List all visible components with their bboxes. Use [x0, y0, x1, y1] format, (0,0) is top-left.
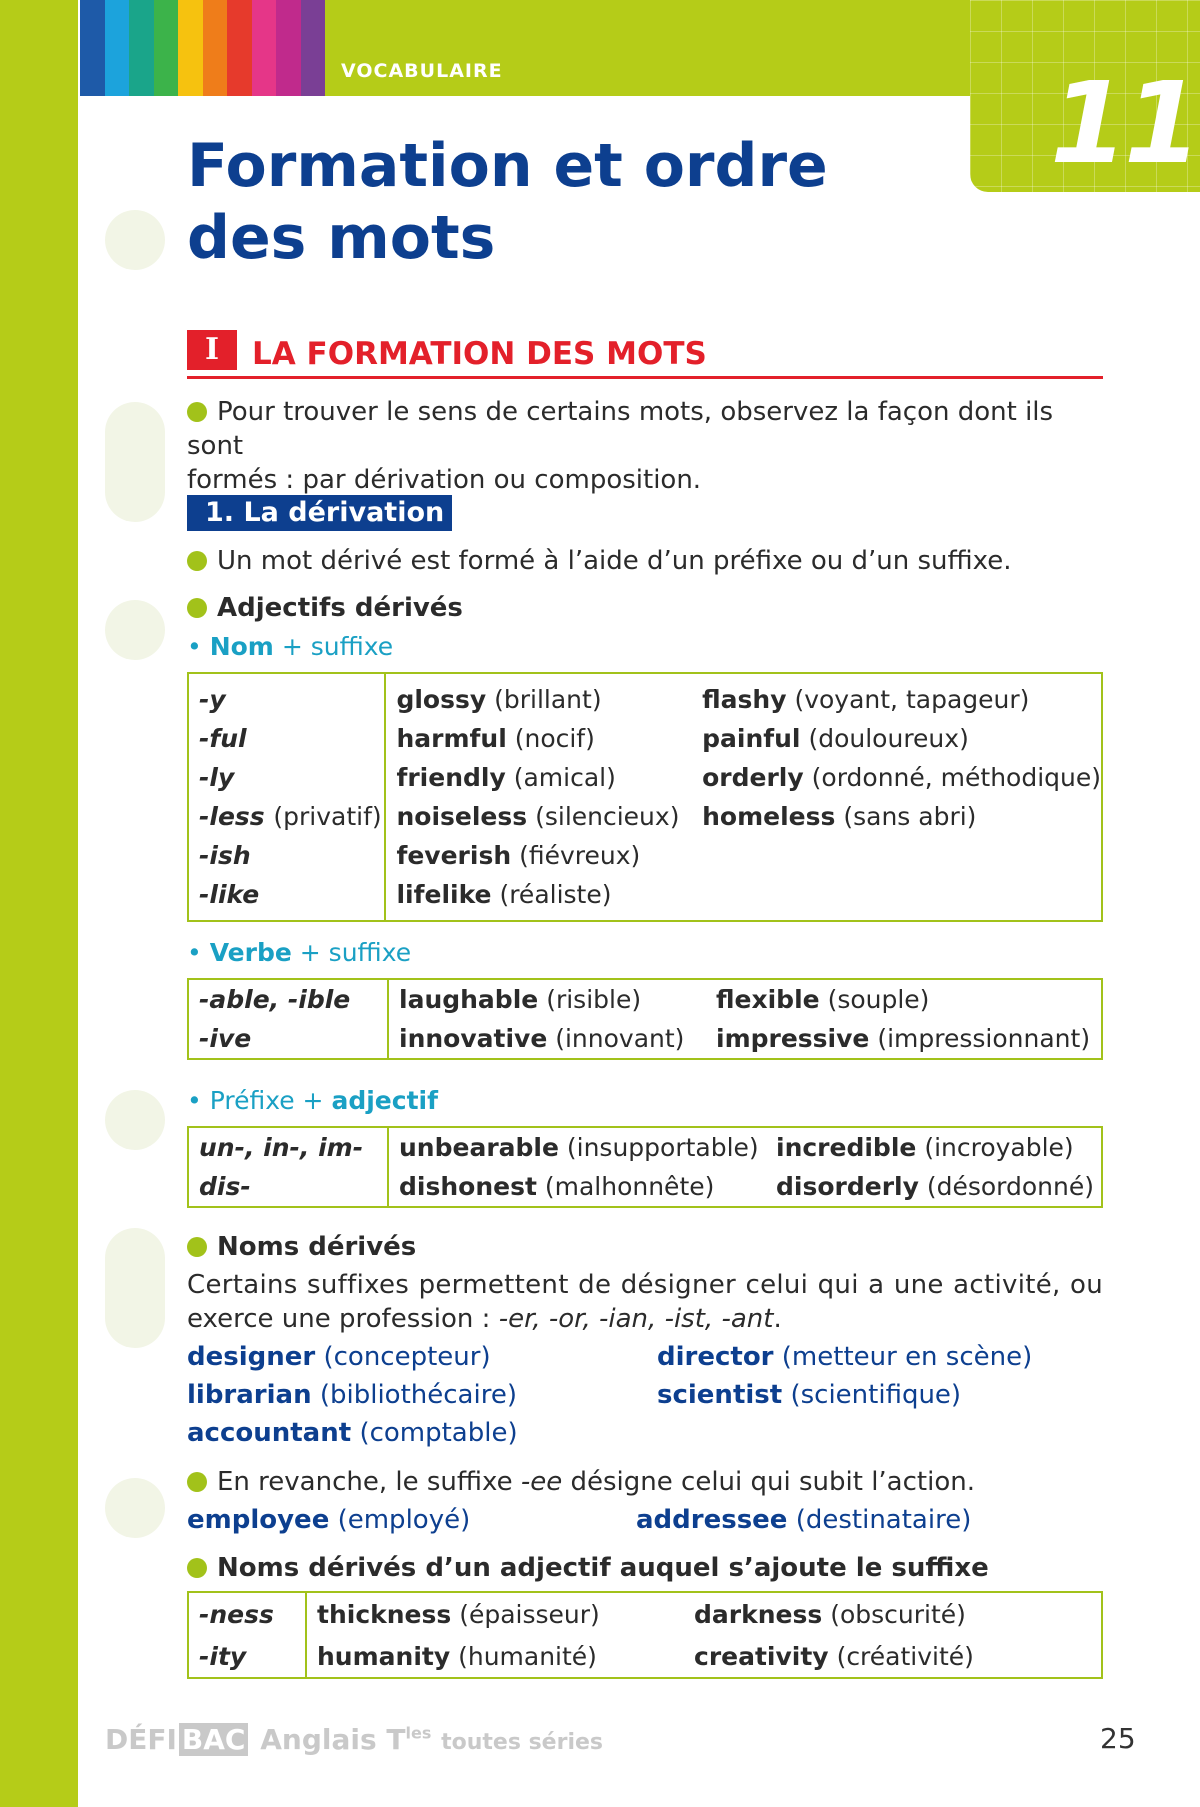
table-row: -ity humanity (humanité) creativity (créativité) [188, 1635, 1102, 1678]
table-row: -like lifelike (réaliste) [188, 875, 1102, 921]
list-item: librarian (bibliothécaire) [187, 1380, 517, 1410]
bullet-dot [187, 551, 207, 571]
table-row: -y glossy (brillant) flashy (voyant, tapageur) [188, 673, 1102, 719]
binder-hole [105, 1090, 165, 1150]
prefixe-adjectif-label: • Préfixe + adjectif [187, 1086, 438, 1115]
list-item: employee (employé) [187, 1505, 471, 1535]
table-row: -ness thickness (épaisseur) darkness (obscurité) [188, 1592, 1102, 1635]
color-stripe [154, 0, 179, 96]
left-margin-bar [0, 0, 78, 1807]
chapter-number: 11 [1050, 59, 1198, 189]
nouns-paragraph: Certains suffixes permettent de désigner celui qui a une activité, ou exerce une profession : -er, -or, -ian, -ist, -ant. [187, 1270, 1103, 1334]
table-row: dis- dishonest (malhonnête) disorderly (désordonné) [188, 1167, 1102, 1207]
table-row: -ive innovative (innovant) impressive (impressionnant) [188, 1019, 1102, 1059]
list-item: scientist (scientifique) [657, 1380, 962, 1410]
table-row: -ly friendly (amical) orderly (ordonné, méthodique) [188, 758, 1102, 797]
binder-hole [105, 402, 165, 522]
list-item: designer (concepteur) [187, 1342, 491, 1372]
adjective-nouns-heading: Noms dérivés d’un adjectif auquel s’ajoute le suffixe [187, 1551, 989, 1585]
color-stripe [252, 0, 277, 96]
footer-brand: DÉFI BAC Anglais $T^{les}$ toutes séries [105, 1723, 603, 1756]
table-ness-ity [187, 1591, 1103, 1679]
binder-hole [105, 1478, 165, 1538]
table-row: -ish feverish (fiévreux) [188, 836, 1102, 875]
color-stripe [276, 0, 301, 96]
bullet-dot [187, 598, 207, 618]
section-label: VOCABULAIRE [341, 60, 503, 82]
bullet-dot [187, 1558, 207, 1578]
section-numeral: I [187, 330, 237, 370]
bullet-dot [187, 402, 207, 422]
table-prefix-adjective [187, 1126, 1103, 1208]
table-row: -less (privatif) noiseless (silencieux) homeless (sans abri) [188, 797, 1102, 836]
subsection-heading: 1. La dérivation [187, 495, 452, 531]
title-line-2: des mots [187, 203, 496, 273]
nouns-heading: Noms dérivés [187, 1230, 416, 1264]
table-row: -ful harmful (nocif) painful (douloureux) [188, 719, 1102, 758]
color-stripe [178, 0, 203, 96]
color-stripe [301, 0, 326, 96]
list-item: director (metteur en scène) [657, 1342, 1033, 1372]
bullet-dot [187, 1472, 207, 1492]
table-row: un-, in-, im- unbearable (insupportable) incredible (incroyable) [188, 1127, 1102, 1167]
adjectives-heading: Adjectifs dérivés [187, 591, 463, 625]
page-title [187, 130, 867, 274]
nom-suffixe-label: • Nom + suffixe [187, 632, 394, 661]
color-stripe [129, 0, 154, 96]
color-stripe [80, 0, 105, 96]
binder-hole [105, 600, 165, 660]
color-stripe [105, 0, 130, 96]
bullet-dot [187, 1237, 207, 1257]
title-line-1: Formation et ordre [187, 131, 828, 201]
intro-paragraph: Pour trouver le sens de certains mots, observez la façon dont ils sont formés : par dérivation ou composition. [187, 397, 1054, 495]
list-item: addressee (destinataire) [636, 1505, 972, 1535]
derivation-definition: Un mot dérivé est formé à l’aide d’un préfixe ou d’un suffixe. [187, 544, 1012, 578]
ee-suffix-note: En revanche, le suffixe -ee désigne celui qui subit l’action. [187, 1465, 975, 1499]
table-verb-suffix [187, 978, 1103, 1060]
verbe-suffixe-label: • Verbe + suffixe [187, 938, 412, 967]
list-item: accountant (comptable) [187, 1418, 518, 1448]
binder-hole [105, 210, 165, 270]
binder-hole [105, 1228, 165, 1348]
page-number: 25 [1100, 1722, 1136, 1755]
table-row: -able, -ible laughable (risible) flexible (souple) [188, 979, 1102, 1019]
table-noun-suffix [187, 672, 1103, 922]
section-rule [187, 376, 1103, 379]
section-title: LA FORMATION DES MOTS [252, 336, 707, 372]
color-stripe [203, 0, 228, 96]
color-stripe [227, 0, 252, 96]
